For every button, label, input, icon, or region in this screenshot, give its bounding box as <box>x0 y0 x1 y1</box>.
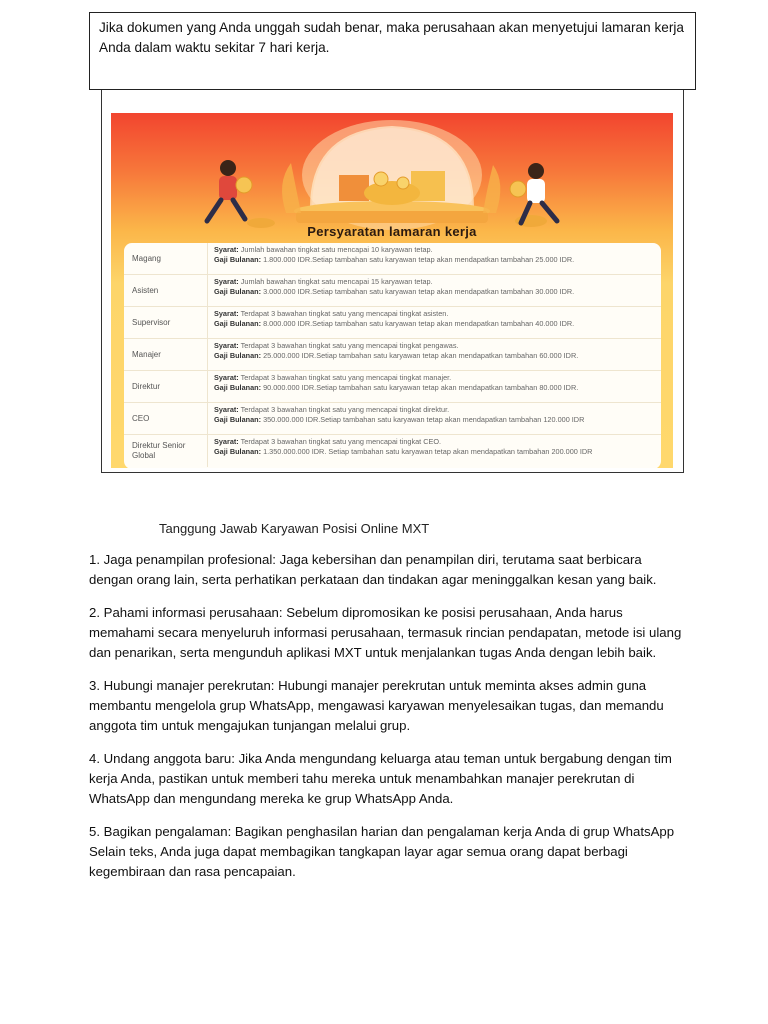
description-cell: Syarat: Terdapat 3 bawahan tingkat satu yang mencapai tingkat manajer. Gaji Bulanan: 90.000.000 IDR.Setiap tambahan satu karyawan tetap akan mendapatkan tambahan 80.000 IDR. <box>214 373 579 392</box>
paragraph-2: 2. Pahami informasi perusahaan: Sebelum dipromosikan ke posisi perusahaan, Anda harus memahami secara menyeluruh informasi perusahaan, termasuk rincian pendapatan, metode isi ulang dan penarikan, serta mengunduh aplikasi MXT untuk menjalankan tugas Anda dengan lebih baik. <box>89 605 682 660</box>
description-cell: Syarat: Jumlah bawahan tingkat satu mencapai 10 karyawan tetap. Gaji Bulanan: 1.800.000 IDR.Setiap tambahan satu karyawan tetap akan mendapatkan tambahan 25.000 IDR. <box>214 245 575 264</box>
table-row <box>124 275 661 307</box>
notice-text: Jika dokumen yang Anda unggah sudah benar, maka perusahaan akan menyetujui lamaran kerja Anda dalam waktu sekitar 7 hari kerja. <box>99 20 684 55</box>
description-cell: Syarat: Terdapat 3 bawahan tingkat satu yang mencapai tingkat direktur. Gaji Bulanan: 350.000.000 IDR.Setiap tambahan satu karyawan tetap akan mendapatkan tambahan 120.000 IDR <box>214 405 585 424</box>
person-left-figure <box>207 160 252 221</box>
position-cell: Manajer <box>124 339 208 370</box>
position-cell: CEO <box>124 403 208 434</box>
description-cell: Syarat: Terdapat 3 bawahan tingkat satu yang mencapai tingkat asisten. Gaji Bulanan: 8.000.000 IDR.Setiap tambahan satu karyawan tetap akan mendapatkan tambahan 40.000 IDR. <box>214 309 575 328</box>
paragraph-4: 4. Undang anggota baru: Jika Anda mengundang keluarga atau teman untuk bergabung dengan tim kerja Anda, pastikan untuk memberi tahu mereka untuk menambahkan manajer perekrutan di WhatsApp dan mengundang mereka ke grup WhatsApp Anda. <box>89 751 672 806</box>
person-right-figure <box>510 163 557 223</box>
description-cell: Syarat: Terdapat 3 bawahan tingkat satu yang mencapai tingkat pengawas. Gaji Bulanan: 25.000.000 IDR.Setiap tambahan satu karyawan tetap akan mendapatkan tambahan 60.000 IDR. <box>214 341 579 360</box>
requirements-poster <box>111 113 673 468</box>
coin <box>374 172 388 186</box>
poster-illustration <box>111 113 673 238</box>
dome-pedestal <box>296 211 488 223</box>
table-row <box>124 435 661 467</box>
paragraph-1: 1. Jaga penampilan profesional: Jaga kebersihan dan penampilan diri, terutama saat berbicara dengan orang lain, serta perhatikan perkataan dan tindakan agar meninggalkan kesan yang baik. <box>89 552 657 587</box>
requirements-table <box>124 243 661 468</box>
plant-right <box>483 165 500 213</box>
paragraph-3: 3. Hubungi manajer perekrutan: Hubungi manajer perekrutan untuk meminta akses admin guna membantu mengelola grup WhatsApp, mengawasi karyawan menyelesaikan tugas, dan memandu anggota tim untuk mengajukan tunjangan melalui grup. <box>89 678 664 733</box>
gift-box-left <box>339 175 369 201</box>
table-row <box>124 307 661 339</box>
position-cell: Supervisor <box>124 307 208 338</box>
table-row <box>124 339 661 371</box>
notice-box <box>89 12 696 90</box>
coin <box>397 177 409 189</box>
poster-title: Persyaratan lamaran kerja <box>307 224 477 239</box>
paragraph-5: 5. Bagikan pengalaman: Bagikan penghasilan harian dan pengalaman kerja Anda di grup WhatsApp Selain teks, Anda juga dapat membagikan tangkapan layar agar semua orang dapat berbagi kegembiraan dan rasa pencapaian. <box>89 824 675 879</box>
section-heading: Tanggung Jawab Karyawan Posisi Online MXT <box>159 521 430 536</box>
plant-left <box>282 163 301 213</box>
table-row <box>124 243 661 275</box>
description-cell: Syarat: Terdapat 3 bawahan tingkat satu yang mencapai tingkat CEO. Gaji Bulanan: 1.350.000.000 IDR. Setiap tambahan satu karyawan tetap akan mendapatkan tambahan 200.000 IDR <box>214 437 593 456</box>
position-cell: Magang <box>124 243 208 274</box>
position-cell: Asisten <box>124 275 208 306</box>
table-row <box>124 371 661 403</box>
image-frame <box>101 90 684 473</box>
coin-pile <box>364 181 420 205</box>
description-cell: Syarat: Jumlah bawahan tingkat satu mencapai 15 karyawan tetap. Gaji Bulanan: 3.000.000 IDR.Setiap tambahan satu karyawan tetap akan mendapatkan tambahan 30.000 IDR. <box>214 277 575 296</box>
table-row <box>124 403 661 435</box>
position-cell: Direktur Senior Global <box>124 435 208 467</box>
position-cell: Direktur <box>124 371 208 402</box>
